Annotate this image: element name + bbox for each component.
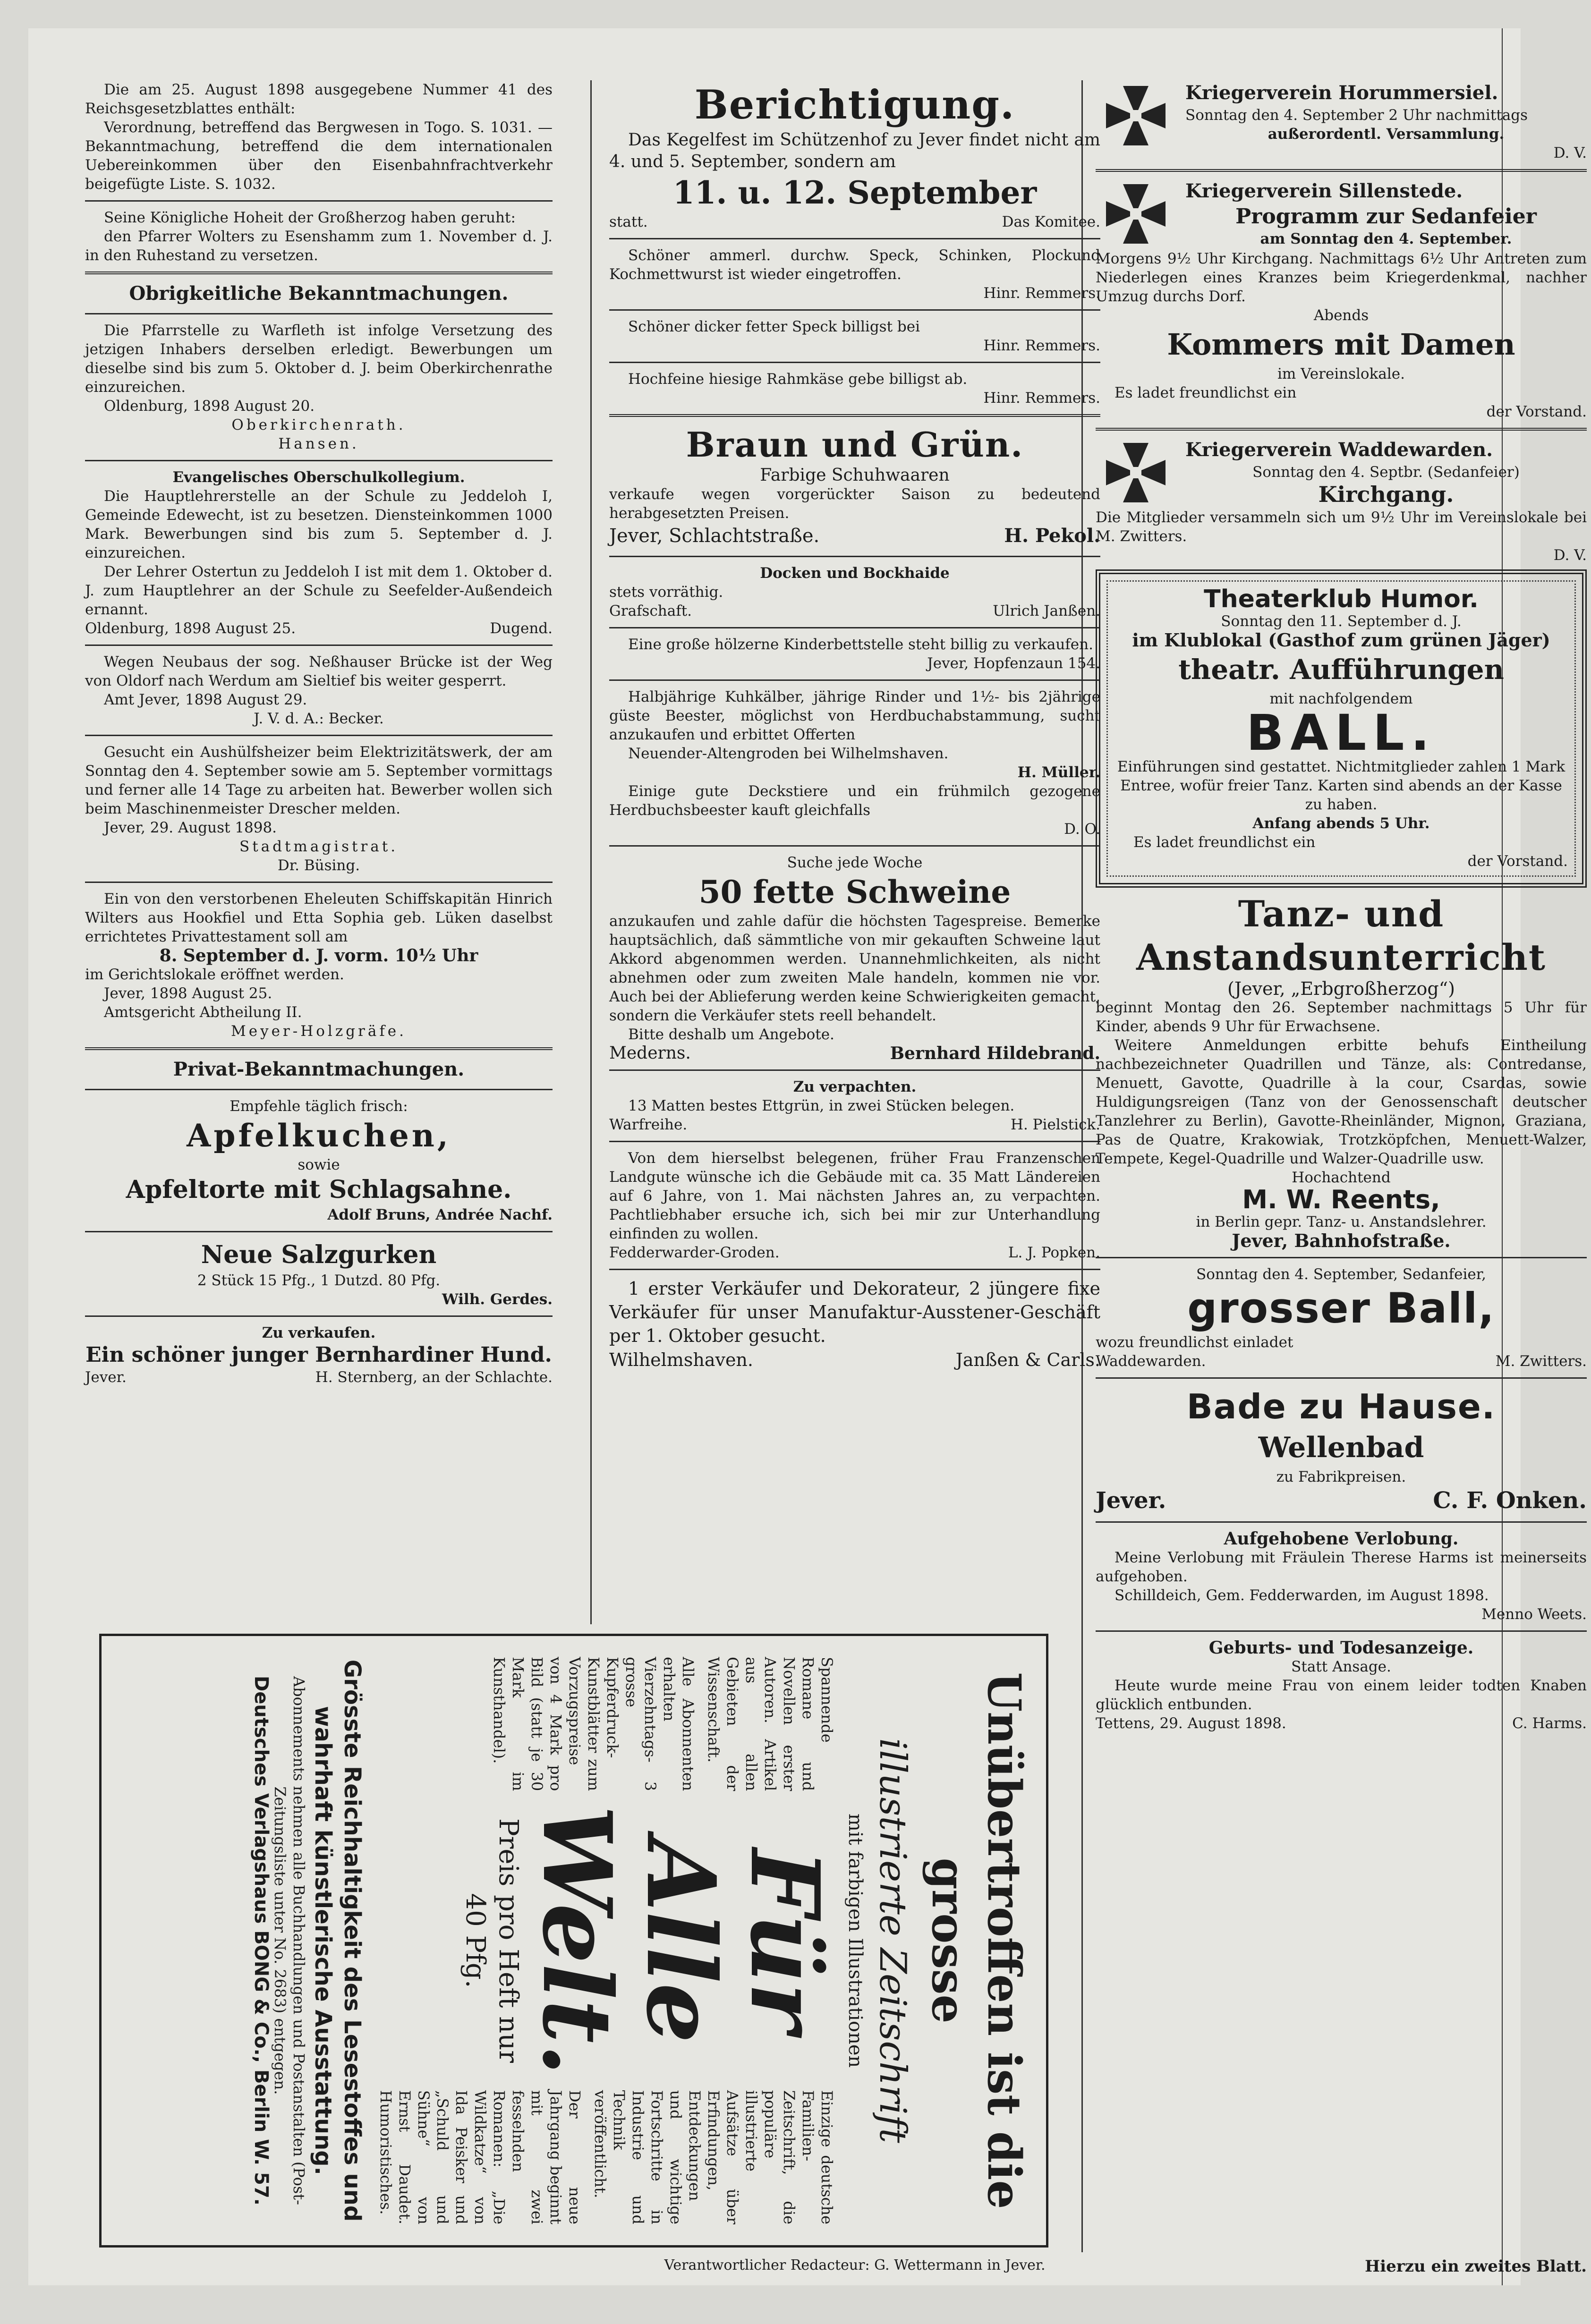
notice-text: Seine Königliche Hoheit der Großherzog haben geruht: [104, 209, 516, 226]
supplement-note: Hierzu ein zweites Blatt. [1365, 2257, 1587, 2276]
ad-footer [1096, 1486, 1587, 1515]
column-rule [590, 80, 592, 1624]
notice-text: Gesucht ein Aushülfsheizer beim Elektrizitätswerk, der am Sonntag den 4. September sowie am 5. September vormittags und ferner alle 14 Tage zu arbeiten hat. Bewerber wollen sich beim Maschinenmeister Drescher melden. [85, 744, 553, 817]
ad-location: Jever, Bahnhofstraße. [1232, 1230, 1451, 1251]
notice-footer [85, 619, 553, 638]
ad-signature: Deutsches Verlagshaus BONG & Co., Berlin W. 57. [250, 1676, 272, 2205]
ad-headline: Braun und Grün. [686, 424, 1024, 465]
notice-date: Jever, 29. August 1898. [104, 819, 277, 836]
ad-text: Morgens 9½ Uhr Kirchgang. Nachmittags 6½ Uhr Antreten zum Niederlegen eines Kranzes beim Kriegerdenkmal, nachher Umzug durchs Dorf. [1096, 250, 1587, 305]
section-heading: Privat-Bekanntmachungen. [173, 1058, 465, 1080]
divider [85, 200, 553, 202]
divider [1096, 1377, 1587, 1379]
ad-signature: Bernhard Hildebrand. [890, 1043, 1100, 1063]
ad-headline: Kriegerverein Waddewarden. [1185, 439, 1493, 461]
ad-signature: M. W. Reents, [1242, 1185, 1440, 1214]
ad-location: Fedderwarder-Groden. [609, 1244, 780, 1261]
ad-headline: Kriegerverein Horummersiel. [1185, 82, 1498, 104]
ad-subheadline: Programm zur Sedanfeier [1235, 204, 1537, 229]
ad-headline: Unübertroffen ist die grosse [922, 1672, 1031, 2209]
iron-cross-icon [1096, 80, 1176, 151]
kriegerverein-body [1185, 437, 1587, 507]
ad-location: Mederns. [609, 1043, 691, 1063]
divider [85, 1089, 553, 1090]
ad-signature: L. J. Popken. [1008, 1244, 1100, 1261]
divider [1096, 169, 1587, 172]
divider [85, 1231, 553, 1232]
divider [609, 362, 1100, 363]
ad-location: Schilldeich, Gem. Fedderwarden, im August 1898. [1115, 1587, 1489, 1604]
ad-location: Waddewarden. [1096, 1353, 1206, 1370]
ad-location: Jever. [85, 1369, 127, 1386]
divider [85, 1315, 553, 1317]
notice-signature: J. V. d. A.: Becker. [254, 710, 384, 727]
ad-text: 13 Matten bestes Ettgrün, in zwei Stücken belegen. [628, 1097, 1015, 1114]
notice-heading: Evangelisches Oberschulkollegium. [172, 469, 465, 486]
ad-text: Sonntag den 4. September 2 Uhr nachmittags [1185, 107, 1528, 124]
divider [85, 460, 553, 461]
ad-headline: Ein schöner junger Bernhardiner Hund. [85, 1343, 552, 1367]
ad-text: Einzige deutsche Familien-Zeitschrift, die populäre illustrierte Aufsätze über Erfindungen, Entdeckungen und wichtige Fortschritte in Industrie und Technik veröffentlicht. [591, 2090, 836, 2225]
notice-signature: Amtsgericht Abtheilung II. [104, 1004, 302, 1021]
ad-footer [609, 1044, 1100, 1063]
ad-text: Spannende Romane und Novellen erster Autoren. Artikel aus allen Gebieten der Wissenschaft. [705, 1657, 836, 1791]
ad-signature: Hinr. Remmers. [983, 337, 1100, 354]
notice-signature: Meyer-Holzgräfe. [230, 1023, 407, 1040]
divider [609, 1269, 1100, 1270]
ad-text: Meine Verlobung mit Fräulein Therese Harms ist meinerseits aufgehoben. [1096, 1549, 1587, 1585]
ad-signature: D. O. [1064, 821, 1100, 838]
ad-text: Abonnements nehmen alle Buchhandlungen und Postanstalten (Post-Zeitungsliste unter No. 2683) entgegen. [271, 1676, 308, 2205]
ad-text: Eine große hölzerne Kinderbettstelle steht billig zu verkaufen. [628, 636, 1093, 653]
ad-text: Bitte deshalb um Angebote. [628, 1026, 834, 1043]
kriegerverein-ad [1096, 437, 1587, 508]
ad-body [376, 1657, 840, 2225]
divider [609, 845, 1100, 847]
divider [1096, 1630, 1587, 1632]
ad-location: Jever, Schlachtstraße. [609, 525, 820, 547]
ad-text: Von dem hierselbst belegenen, früher Frau Franzenschen Landgute wünsche ich die Gebäude mit ca. 35 Matt Ländereien auf 6 Jahre, von 1. Mai nächsten Jahres an, zu verpachten. Pachtliebhaber ersuche ich, sich bei mir zur Unterhandlung einfinden zu wollen. [609, 1150, 1100, 1242]
ad-text: Statt Ansage. [1291, 1658, 1391, 1675]
ad-signature: Ulrich Janßen. [993, 602, 1100, 619]
ad-signature: Janßen & Carls. [955, 1349, 1100, 1370]
ad-text: im Klublokal (Gasthof zum grünen Jäger) [1132, 629, 1550, 651]
ad-text: Heute wurde meine Frau von einem leider todten Knaben glücklich entbunden. [1096, 1677, 1587, 1713]
ad-highlight: Anfang abends 5 Uhr. [1252, 815, 1430, 832]
ad-right [376, 2090, 836, 2224]
ad-headline: 11. u. 12. September [672, 174, 1037, 211]
ad-heading: Geburts- und Todesanzeige. [1208, 1638, 1474, 1658]
ad-location: Warfreihe. [609, 1116, 688, 1133]
ad-text: 1 erster Verkäufer und Dekorateur, 2 jüngere fixe Verkäufer für unser Manufaktur-Ausstener-Geschäft per 1. Oktober gesucht. [609, 1278, 1100, 1346]
kriegerverein-body [1185, 178, 1587, 248]
ad-text: Hochfeine hiesige Rahmkäse gebe billigst ab. [628, 371, 968, 388]
ad-subheadline: Wellenbad [1258, 1431, 1424, 1464]
section-heading: Obrigkeitliche Bekanntmachungen. [129, 282, 509, 305]
magazine-advertisement [99, 1634, 1048, 2248]
notice-date: Amt Jever, 1898 August 29. [104, 691, 307, 708]
ad-text: Sonntag den 4. September, Sedanfeier, [1196, 1266, 1487, 1283]
ad-text: Hochachtend [1292, 1169, 1391, 1186]
ad-signature: H. Pielstick. [1010, 1116, 1100, 1133]
ad-signature: D. V. [1553, 144, 1587, 161]
ad-highlight: Grösste Reichhaltigkeit des Lesestoffes und wahrhaft künstlerische Ausstattung. [310, 1659, 366, 2222]
ad-location: Grafschaft. [609, 602, 692, 619]
divider [1096, 1257, 1587, 1258]
ad-headline: theatr. Aufführungen [1178, 653, 1504, 686]
ad-headline: Bade zu Hause. [1186, 1387, 1496, 1426]
divider [609, 238, 1100, 239]
ad-headline: Theaterklub Humor. [1204, 585, 1479, 613]
ad-footer [1096, 1714, 1587, 1733]
magazine-advertisement-rotated [106, 1645, 1041, 2236]
column-3 [1096, 80, 1587, 1733]
divider [85, 271, 553, 274]
notice-highlight: 8. September d. J. vorm. 10½ Uhr [159, 946, 478, 966]
ad-signature: Hinr. Remmers. [983, 390, 1100, 407]
ad-text: Schöner ammerl. durchw. Speck, Schinken, Plockund Kochmettwurst ist wieder eingetroffen. [609, 247, 1100, 283]
column-2 [609, 80, 1100, 1372]
divider [85, 313, 553, 314]
ad-text: Empfehle täglich frisch: [230, 1098, 408, 1115]
ad-text: mit nachfolgendem [1269, 690, 1413, 707]
notice-text: Wegen Neubaus der sog. Neßhauser Brücke ist der Weg von Oldorf nach Werdum am Sieltief bis weiter gesperrt. [85, 653, 553, 689]
divider [609, 1141, 1100, 1142]
ad-text: Es ladet freundlichst ein [1133, 834, 1316, 851]
newspaper-page [28, 28, 1587, 2285]
ad-text: statt. [609, 213, 648, 230]
kriegerverein-ad [1096, 80, 1587, 162]
ad-text: Suche jede Woche [787, 854, 923, 871]
ad-footer [609, 1115, 1100, 1134]
ad-price: Preis pro Heft nur 40 Pfg. [460, 1818, 524, 2063]
ad-heading: Aufgehobene Verlobung. [1224, 1529, 1459, 1549]
divider [609, 627, 1100, 628]
ad-footer [609, 1348, 1100, 1372]
divider [609, 679, 1100, 681]
ad-headline: Tanz- und [1238, 893, 1445, 935]
ad-text: Schöner dicker fetter Speck billigst bei [628, 318, 920, 335]
ad-highlight: außerordentl. Versammlung. [1268, 126, 1505, 143]
ad-headline-fuer: Für [729, 1849, 840, 2033]
ad-location: (Jever, „Erbgroßherzog“) [1227, 978, 1455, 999]
ad-signature: Jever, Hopfenzaun 154. [927, 655, 1100, 672]
iron-cross-icon [1096, 437, 1176, 508]
ad-subheadline: Farbige Schuhwaaren [760, 466, 950, 485]
ad-text: Halbjährige Kuhkälber, jährige Rinder und 1½- bis 2jährige güste Beester, möglichst von Herdbuchabstammung, sucht anzukaufen und erbittet Offerten [609, 688, 1100, 743]
ad-text: Weitere Anmeldungen erbitte behufs Eintheilung nachbezeichneter Quadrillen und Tänze, als: Contredanse, Menuett, Gavotte, Quadrille à la cour, Csardas, sowie Huldigungsreigen (Tanz von der Genossenschaft deutscher Tanzlehrer zu Berlin), Gavotte-Rheinländer, Mignon, Graziana, Pas de Quatre, Krakowiak, Trotzköpfchen, Menuett-Walzer, Tempete, Kegel-Quadrille und Walzer-Quadrille usw. [1096, 1037, 1587, 1167]
ad-headline: Apfelkuchen, [187, 1117, 451, 1154]
notice-text: Ein von den verstorbenen Eheleuten Schiffskapitän Hinrich Wilters aus Hookfiel und Etta Sophia geb. Lüken daselbst errichtetes Privattestament soll am [85, 891, 553, 945]
ad-headline: Neue Salzgurken [201, 1240, 437, 1269]
divider [85, 1047, 553, 1050]
ad-footer [609, 523, 1100, 549]
ad-footer [609, 1243, 1100, 1262]
theater-ad-frame [1096, 569, 1587, 888]
ad-footer [609, 212, 1100, 231]
ad-text: zu Fabrikpreisen. [1276, 1468, 1406, 1485]
ad-footer [609, 602, 1100, 620]
ad-footer [1096, 1352, 1587, 1371]
ad-signature: Menno Weets. [1481, 1606, 1587, 1623]
ad-heading: Docken und Bockhaide [760, 565, 950, 582]
ad-signature: C. Harms. [1512, 1715, 1587, 1732]
notice-text: Verordnung, betreffend das Bergwesen in Togo. S. 1031. — Bekanntmachung, betreffend die dem internationalen Uebereinkommen über den Eisenbahnfrachtverkehr beigefügte Liste. S. 1032. [85, 119, 553, 193]
ad-subheadline: illustrierte Zeitschrift [871, 1738, 914, 2143]
ad-footer [85, 1368, 553, 1387]
notice-text: Die am 25. August 1898 ausgegebene Nummer 41 des Reichsgesetzblattes enthält: [85, 81, 553, 117]
ad-headline: Berichtigung. [694, 81, 1015, 128]
ad-signature: C. F. Onken. [1433, 1487, 1587, 1514]
ad-heading: Zu verkaufen. [262, 1324, 376, 1341]
ad-text: sowie [298, 1156, 340, 1173]
notice-date: Oldenburg, 1898 August 25. [85, 620, 296, 637]
notice-text: Die Hauptlehrerstelle an der Schule zu Jeddeloh I, Gemeinde Edewecht, ist zu besetzen. Diensteinkommen 1000 Mark. Bewerbungen sind bis zum 5. September d. J. einzureichen. [85, 488, 553, 561]
divider [609, 309, 1100, 311]
ad-signature: D. V. [1553, 547, 1587, 564]
ad-text: Sonntag den 4. Septbr. (Sedanfeier) [1252, 464, 1520, 481]
ad-left [376, 1657, 836, 1791]
kriegerverein-ad [1096, 178, 1587, 249]
notice-text: im Gerichtslokale eröffnet werden. [85, 966, 344, 983]
divider [85, 735, 553, 736]
divider [1096, 428, 1587, 431]
ad-headline: Anstandsunterricht [1136, 936, 1547, 978]
ad-text: beginnt Montag den 26. September nachmittags 5 Uhr für Kinder, abends 9 Uhr für Erwachsene. [1096, 999, 1587, 1035]
ad-headline: Kommers mit Damen [1167, 327, 1515, 362]
ad-text: Es ladet freundlichst ein [1115, 384, 1297, 401]
ad-location: Neuender-Altengroden bei Wilhelmshaven. [628, 745, 949, 762]
ad-heading: Zu verpachten. [793, 1078, 917, 1095]
ad-signature: der Vorstand. [1467, 853, 1568, 870]
notice-text: Der Lehrer Ostertun zu Jeddeloh I ist mit dem 1. Oktober d. J. zum Hauptlehrer an der Schule zu Seefelder-Außendeich ernannt. [85, 563, 553, 618]
ad-signature: Das Komitee. [1002, 213, 1100, 230]
ad-text: anzukaufen und zahle dafür die höchsten Tagespreise. Bemerke hauptsächlich, daß sämmtliche von mir gekauften Schweine laut Akkord abgenommen werden. Unannehmlichkeiten, als nicht abnehmen oder zum zweiten Male handeln, kommen nie vor. Auch bei der Ablieferung werden keine Schwierigkeiten gemacht, sondern die Verkäufer stets reell behandelt. [609, 913, 1100, 1024]
notice-signature: Hansen. [278, 435, 359, 452]
ad-signature: H. Sternberg, an der Schlachte. [315, 1369, 553, 1386]
ad-text: Alle Abonnenten erhalten Vierzehntags- 3 grosse Kupferdruck-Kunstblätter zum Vorzugspreise von 4 Mark pro Bild (statt je 30 Mark im Kunsthandel). [490, 1657, 697, 1791]
ad-headline: Kriegerverein Sillenstede. [1185, 180, 1463, 202]
iron-cross-icon [1096, 178, 1176, 249]
notice-date: Oldenburg, 1898 August 20. [104, 398, 315, 415]
ad-signature: H. Müller. [1017, 764, 1100, 781]
ad-text: mit farbigen Illustrationen [844, 1813, 866, 2068]
notice-text: Die Pfarrstelle zu Warfleth ist infolge Versetzung des jetzigen Inhabers derselben erledigt. Bewerbungen um dieselbe sind bis zum 5. Oktober d. J. beim Oberkirchenrathe einzureichen. [85, 322, 553, 396]
ad-text: Das Kegelfest im Schützenhof zu Jever findet nicht am 4. und 5. September, sondern am [609, 130, 1100, 171]
ad-headline: BALL. [1246, 704, 1436, 762]
ad-text: 2 Stück 15 Pfg., 1 Dutzd. 80 Pfg. [197, 1272, 441, 1289]
ad-text: Der neue Jahrgang beginnt mit zwei fesselnden Romanen: „Die Wildkatze“ von Ida Peisker und „Schuld und Sühne“ von Ernst Daudet. Humoristisches. [377, 2090, 584, 2225]
ad-location: Jever. [1096, 1487, 1166, 1514]
ad-text: wozu freundlichst einladet [1096, 1334, 1293, 1351]
ad-signature: M. Zwitters. [1495, 1353, 1587, 1370]
notice-signature: Oberkirchenrath. [231, 416, 406, 433]
ad-text: stets vorräthig. [609, 584, 723, 601]
notice-signature: Stadtmagistrat. [239, 838, 399, 855]
ad-location: Tettens, 29. August 1898. [1096, 1715, 1286, 1732]
ad-headline-welt: Welt. [521, 1805, 632, 2076]
notice-signature: Dugend. [490, 620, 553, 637]
ad-signature: Wilh. Gerdes. [442, 1291, 553, 1308]
ad-text: im Vereinslokale. [1277, 365, 1405, 382]
ad-headline: 50 fette Schweine [698, 874, 1011, 910]
divider [1096, 1521, 1587, 1523]
ad-text: Einige gute Deckstiere und ein frühmilch gezogene Herdbuchsbeester kauft gleichfalls [609, 783, 1100, 819]
ad-headline: Apfeltorte mit Schlagsahne. [126, 1175, 512, 1204]
editor-line: Verantwortlicher Redacteur: G. Wettermann in Jever. [664, 2257, 1046, 2273]
ad-text: Sonntag den 11. September d. J. [1221, 613, 1462, 630]
notice-text: den Pfarrer Wolters zu Esenshamm zum 1. November d. J. in den Ruhestand zu versetzen. [85, 228, 553, 264]
ad-signature: Hinr. Remmers. [983, 285, 1100, 302]
notice-signature: Dr. Büsing. [277, 857, 360, 874]
ad-text: Abends [1313, 307, 1369, 324]
ad-text: Die Mitglieder versammeln sich um 9½ Uhr im Vereinslokale bei M. Zwitters. [1096, 509, 1587, 545]
kriegerverein-body [1185, 80, 1587, 162]
ad-signature: der Vorstand. [1486, 403, 1587, 420]
divider [85, 645, 553, 646]
ad-location: Wilhelmshaven. [609, 1349, 753, 1370]
notice-date: Jever, 1898 August 25. [104, 985, 272, 1002]
ad-subheadline: Kirchgang. [1318, 482, 1454, 507]
divider [609, 414, 1100, 417]
column-1 [85, 80, 553, 1387]
ad-text: in Berlin gepr. Tanz- u. Anstandslehrer. [1196, 1213, 1487, 1230]
ad-text: Einführungen sind gestattet. Nichtmitglieder zahlen 1 Mark Entree, wofür freier Tanz. Karten sind abends an der Kasse zu haben. [1117, 758, 1565, 813]
ad-headline-alle: Alle [625, 1838, 736, 2044]
divider [609, 1069, 1100, 1071]
divider [85, 882, 553, 883]
divider [609, 556, 1100, 557]
ad-signature: H. Pekol. [1004, 525, 1100, 547]
ad-signature: Adolf Bruns, Andrée Nachf. [327, 1206, 553, 1223]
ad-center [376, 1805, 840, 2076]
ad-text: verkaufe wegen vorgerückter Saison zu bedeutend herabgesetzten Preisen. [609, 486, 1100, 522]
ad-headline: grosser Ball, [1187, 1284, 1495, 1332]
ad-date: am Sonntag den 4. September. [1260, 230, 1512, 247]
